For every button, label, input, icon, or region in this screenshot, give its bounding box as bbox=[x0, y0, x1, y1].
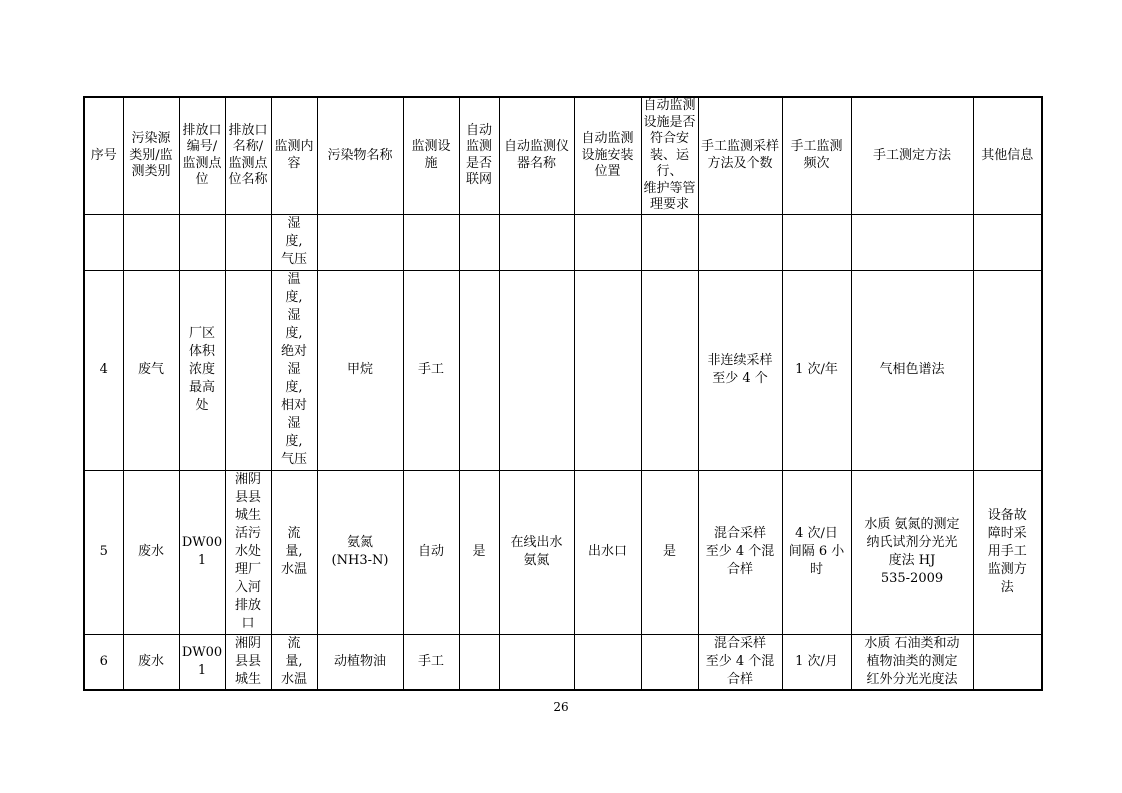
table-cell: 5 bbox=[84, 470, 123, 634]
table-cell bbox=[973, 634, 1042, 690]
header-cell: 监测设施 bbox=[403, 97, 459, 214]
table-cell: 4 次/日 间隔 6 小 时 bbox=[782, 470, 851, 634]
table-cell: 流 量, 水温 bbox=[271, 470, 317, 634]
table-cell bbox=[123, 214, 179, 270]
header-cell: 排放口 编号/ 监测点 位 bbox=[179, 97, 225, 214]
header-cell: 手工测定方法 bbox=[851, 97, 973, 214]
page-number: 26 bbox=[553, 700, 569, 714]
table-cell: 水质 氨氮的测定 纳氏试剂分光光 度法 HJ 535-2009 bbox=[851, 470, 973, 634]
header-cell: 自动监测仪 器名称 bbox=[499, 97, 574, 214]
table-cell: 废水 bbox=[123, 634, 179, 690]
header-row bbox=[84, 97, 1042, 214]
table-cell bbox=[317, 214, 403, 270]
table-cell bbox=[782, 214, 851, 270]
table-cell bbox=[459, 214, 499, 270]
table-cell bbox=[499, 214, 574, 270]
table-cell: DW00 1 bbox=[179, 634, 225, 690]
table-cell bbox=[225, 214, 271, 270]
table-cell: 厂区 体积 浓度 最高 处 bbox=[179, 270, 225, 470]
table-cell bbox=[84, 214, 123, 270]
header-cell: 排放口 名称/ 监测点 位名称 bbox=[225, 97, 271, 214]
table-row bbox=[84, 214, 1042, 270]
table-cell: 动植物油 bbox=[317, 634, 403, 690]
table-cell: 湘阴 县县 城生 bbox=[225, 634, 271, 690]
table-cell: 1 次/月 bbox=[782, 634, 851, 690]
table-cell: 温 度, 湿 度, 绝对 湿 度, 相对 湿 度, 气压 bbox=[271, 270, 317, 470]
header-cell: 自动监测 设施安装 位置 bbox=[574, 97, 641, 214]
table-cell: 流 量, 水温 bbox=[271, 634, 317, 690]
table-cell: 在线出水 氨氮 bbox=[499, 470, 574, 634]
table-row bbox=[84, 270, 1042, 470]
header-cell: 其他信息 bbox=[973, 97, 1042, 214]
table-cell bbox=[499, 270, 574, 470]
table-cell bbox=[641, 634, 698, 690]
table-cell bbox=[459, 634, 499, 690]
monitoring-table bbox=[83, 96, 1043, 691]
header-cell: 自动监测 设施是否 符合安 装、运行、 维护等管 理要求 bbox=[641, 97, 698, 214]
table-cell bbox=[179, 214, 225, 270]
table-cell: 4 bbox=[84, 270, 123, 470]
table-cell bbox=[574, 270, 641, 470]
table-cell: 手工 bbox=[403, 270, 459, 470]
header-cell: 手工监测采样 方法及个数 bbox=[698, 97, 782, 214]
table-cell bbox=[641, 270, 698, 470]
table-cell: 湿 度, 气压 bbox=[271, 214, 317, 270]
table-cell: 甲烷 bbox=[317, 270, 403, 470]
table-cell bbox=[851, 214, 973, 270]
table-cell bbox=[641, 214, 698, 270]
header-cell: 序号 bbox=[84, 97, 123, 214]
table-cell bbox=[574, 214, 641, 270]
table-cell bbox=[403, 214, 459, 270]
table-cell: 手工 bbox=[403, 634, 459, 690]
table-cell bbox=[225, 270, 271, 470]
table-cell: 非连续采样 至少 4 个 bbox=[698, 270, 782, 470]
table-row bbox=[84, 634, 1042, 690]
table-cell: 废气 bbox=[123, 270, 179, 470]
table-cell: 废水 bbox=[123, 470, 179, 634]
table-cell: 是 bbox=[641, 470, 698, 634]
table-cell bbox=[499, 634, 574, 690]
table-cell bbox=[973, 214, 1042, 270]
table-cell: 氨氮 (NH3-N) bbox=[317, 470, 403, 634]
header-cell: 污染物名称 bbox=[317, 97, 403, 214]
table-cell: 出水口 bbox=[574, 470, 641, 634]
table-cell: 气相色谱法 bbox=[851, 270, 973, 470]
header-cell: 监测内 容 bbox=[271, 97, 317, 214]
table-cell bbox=[459, 270, 499, 470]
table-cell: 6 bbox=[84, 634, 123, 690]
table-cell: 是 bbox=[459, 470, 499, 634]
table-cell bbox=[574, 634, 641, 690]
table-cell: 设备故 障时采 用手工 监测方 法 bbox=[973, 470, 1042, 634]
header-cell: 污染源 类别/监 测类别 bbox=[123, 97, 179, 214]
table-cell bbox=[973, 270, 1042, 470]
table-cell: DW00 1 bbox=[179, 470, 225, 634]
header-cell: 自动 监测 是否 联网 bbox=[459, 97, 499, 214]
table-cell: 混合采样 至少 4 个混 合样 bbox=[698, 470, 782, 634]
table-row bbox=[84, 470, 1042, 634]
table-cell: 湘阴 县县 城生 活污 水处 理厂 入河 排放 口 bbox=[225, 470, 271, 634]
table-cell: 水质 石油类和动 植物油类的测定 红外分光光度法 bbox=[851, 634, 973, 690]
table-cell: 1 次/年 bbox=[782, 270, 851, 470]
table-cell: 混合采样 至少 4 个混 合样 bbox=[698, 634, 782, 690]
table-cell bbox=[698, 214, 782, 270]
header-cell: 手工监测 频次 bbox=[782, 97, 851, 214]
table-cell: 自动 bbox=[403, 470, 459, 634]
